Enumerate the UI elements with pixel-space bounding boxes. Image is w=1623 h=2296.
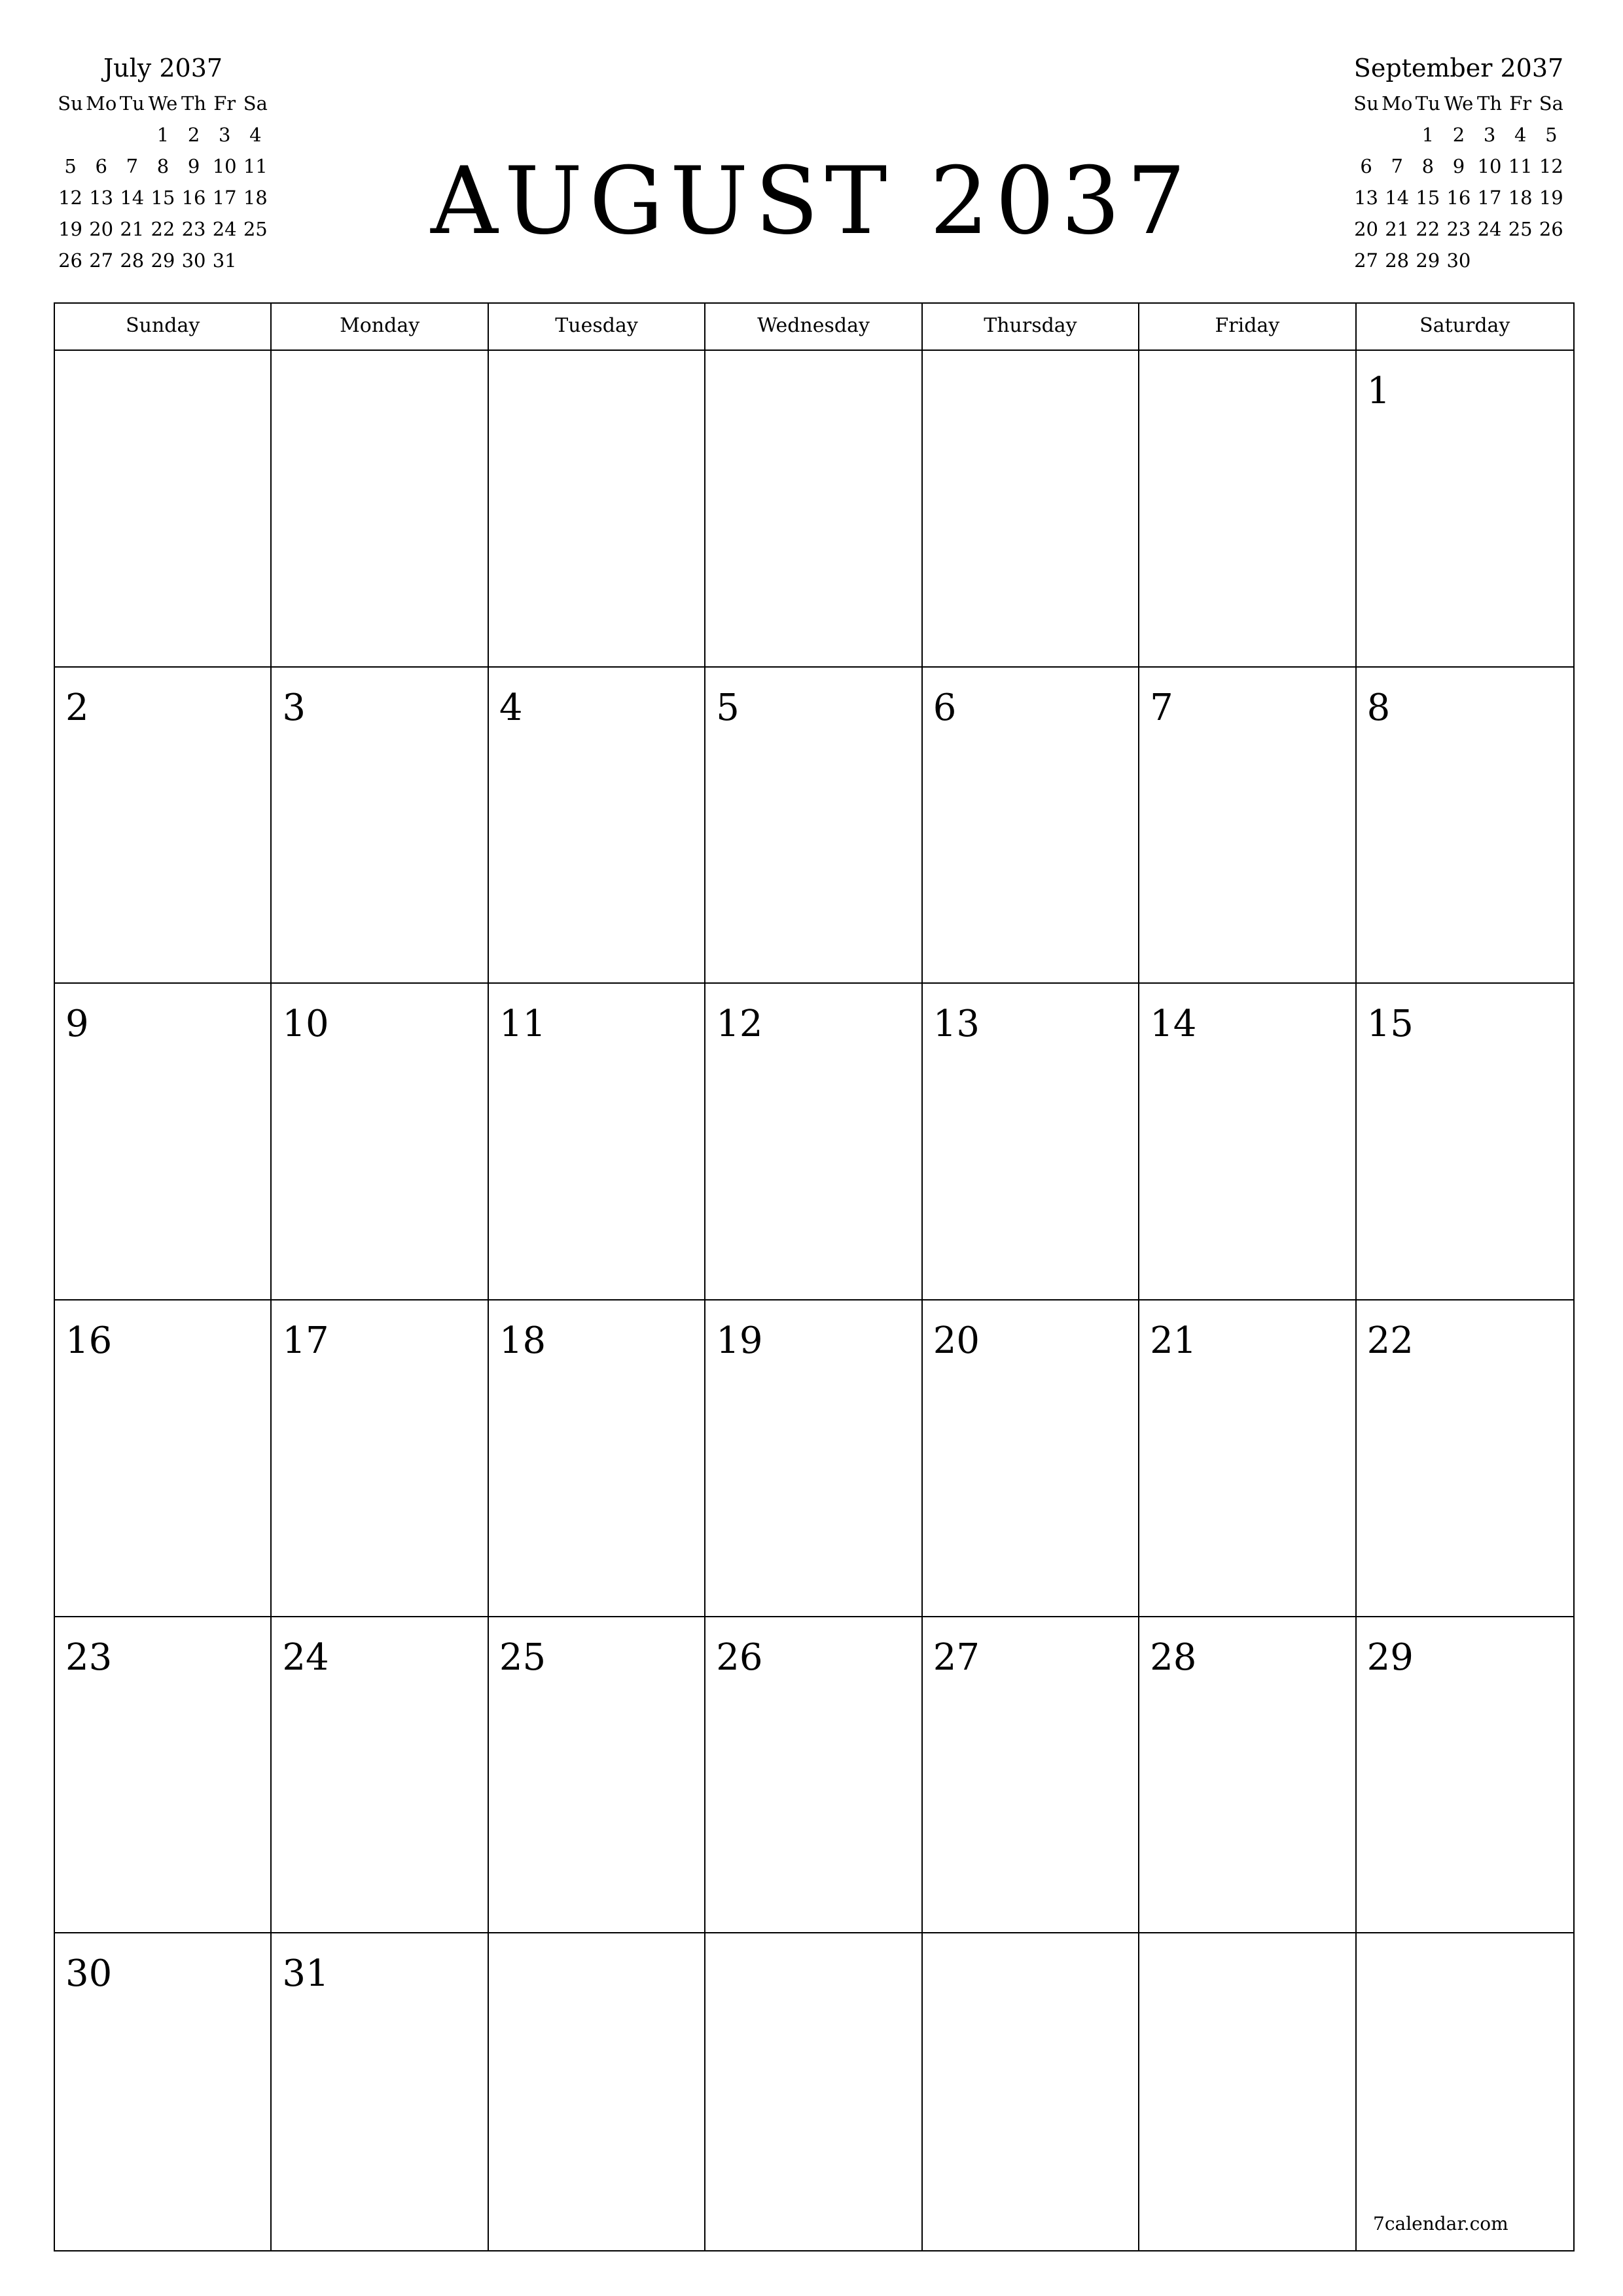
mini-day: 14 (1385, 187, 1410, 209)
mini-day: 29 (1416, 249, 1440, 272)
month-calendar (54, 302, 1575, 2251)
day-cell[interactable] (272, 668, 488, 984)
mini-day: 19 (1539, 187, 1563, 209)
day-cell[interactable] (55, 984, 272, 1300)
mini-day (86, 119, 116, 151)
mini-day: 27 (1354, 249, 1379, 272)
weekday-header-row (55, 304, 1573, 351)
day-cell[interactable] (1357, 1933, 1573, 2250)
mini-day: 1 (156, 124, 169, 146)
mini-day: 26 (1539, 218, 1563, 240)
mini-day (1382, 119, 1412, 151)
mini-day: 13 (1354, 187, 1379, 209)
mini-day: 7 (126, 155, 139, 177)
day-number: 5 (716, 686, 740, 729)
day-grid (55, 351, 1573, 2250)
weekday-header: Thursday (923, 304, 1139, 350)
mini-day: 3 (218, 124, 231, 146)
mini-calendar-next-grid (1351, 88, 1567, 276)
mini-day: 17 (212, 187, 237, 209)
mini-day: 17 (1477, 187, 1502, 209)
day-cell[interactable] (1139, 1933, 1356, 2250)
day-cell[interactable] (489, 1933, 705, 2250)
mini-day: 4 (1514, 124, 1527, 146)
day-cell[interactable] (923, 1617, 1139, 1934)
weekday-header: Sunday (55, 304, 272, 350)
day-number: 18 (499, 1319, 546, 1362)
day-number: 31 (282, 1952, 329, 1996)
day-number: 27 (933, 1636, 980, 1679)
mini-day: 25 (243, 218, 268, 240)
day-cell[interactable] (923, 1300, 1139, 1617)
day-cell[interactable] (705, 1617, 922, 1934)
day-number: 1 (1366, 370, 1391, 412)
mini-day: 11 (243, 155, 268, 177)
day-number: 24 (282, 1636, 329, 1679)
day-number: 16 (65, 1319, 113, 1362)
day-number: 30 (65, 1952, 113, 1996)
mini-day: 24 (1477, 218, 1502, 240)
day-number: 23 (65, 1636, 113, 1679)
mini-day: 18 (243, 187, 268, 209)
mini-day: 24 (212, 218, 237, 240)
weekday-header: Saturday (1419, 314, 1510, 337)
mini-day: 20 (1354, 218, 1379, 240)
day-cell[interactable] (1139, 668, 1356, 984)
mini-day: 9 (1452, 155, 1465, 177)
mini-day: 19 (58, 218, 83, 240)
mini-day: 2 (187, 124, 200, 146)
day-cell[interactable] (705, 1933, 922, 2250)
mini-weekday-label: Tu (119, 92, 145, 115)
mini-weekday-label: Su (58, 92, 83, 115)
mini-day: 14 (120, 187, 145, 209)
day-cell[interactable] (1139, 1617, 1356, 1934)
day-number: 6 (933, 686, 957, 729)
mini-day (116, 119, 147, 151)
mini-day: 28 (120, 249, 145, 272)
mini-day: 23 (181, 218, 206, 240)
day-cell[interactable] (272, 984, 488, 1300)
day-number: 22 (1366, 1319, 1414, 1362)
day-cell[interactable] (1139, 351, 1356, 668)
mini-day: 28 (1385, 249, 1410, 272)
day-cell[interactable] (272, 351, 488, 668)
mini-day: 6 (1360, 155, 1372, 177)
mini-day: 12 (58, 187, 83, 209)
day-cell[interactable] (1357, 351, 1573, 668)
day-cell[interactable] (705, 1300, 922, 1617)
day-cell[interactable] (1357, 668, 1573, 984)
mini-weekday-label: Mo (86, 92, 117, 115)
mini-day: 10 (212, 155, 237, 177)
mini-day: 4 (249, 124, 262, 146)
mini-day: 23 (1446, 218, 1471, 240)
mini-day: 2 (1452, 124, 1465, 146)
day-cell[interactable] (55, 668, 272, 984)
mini-day: 29 (151, 249, 175, 272)
day-cell[interactable] (272, 1300, 488, 1617)
mini-day: 21 (120, 218, 145, 240)
mini-calendar-prev (55, 48, 271, 308)
day-number: 15 (1366, 1003, 1414, 1046)
day-cell[interactable] (272, 1933, 488, 2250)
mini-day: 7 (1391, 155, 1403, 177)
weekday-header: Wednesday (705, 304, 922, 350)
mini-day: 26 (58, 249, 83, 272)
mini-day: 9 (187, 155, 200, 177)
day-cell[interactable] (489, 668, 705, 984)
mini-calendar-prev-title: July 2037 (103, 54, 223, 82)
weekday-header: Monday (272, 304, 488, 350)
day-cell[interactable] (489, 984, 705, 1300)
mini-day: 27 (89, 249, 114, 272)
mini-day: 5 (1545, 124, 1558, 146)
day-number: 10 (282, 1003, 329, 1046)
day-cell[interactable] (923, 668, 1139, 984)
day-cell[interactable] (55, 1933, 272, 2250)
mini-weekday-label: Fr (1509, 92, 1532, 115)
mini-day: 8 (156, 155, 169, 177)
day-cell[interactable] (923, 984, 1139, 1300)
mini-day: 5 (64, 155, 77, 177)
day-number: 2 (65, 686, 89, 729)
mini-day (1474, 245, 1505, 276)
day-number: 26 (716, 1636, 763, 1679)
mini-day: 30 (1446, 249, 1471, 272)
day-number: 13 (933, 1003, 980, 1046)
day-cell[interactable] (55, 1300, 272, 1617)
mini-day: 11 (1508, 155, 1533, 177)
day-cell[interactable] (1357, 984, 1573, 1300)
day-cell[interactable] (923, 1933, 1139, 2250)
day-number: 19 (716, 1319, 763, 1362)
mini-day: 31 (212, 249, 237, 272)
day-cell[interactable] (272, 1617, 488, 1934)
day-number: 8 (1366, 686, 1391, 729)
day-number: 4 (499, 686, 523, 729)
mini-weekday-label: We (148, 92, 178, 115)
page-title: AUGUST 2037 (431, 147, 1192, 255)
mini-weekday-label: Fr (213, 92, 236, 115)
mini-day: 15 (1416, 187, 1440, 209)
mini-weekday-label: Th (181, 92, 207, 115)
day-number: 7 (1150, 686, 1173, 729)
mini-weekday-label: Th (1477, 92, 1503, 115)
day-number: 21 (1150, 1319, 1197, 1362)
mini-day: 3 (1483, 124, 1496, 146)
mini-day: 20 (89, 218, 114, 240)
mini-day: 10 (1477, 155, 1502, 177)
mini-calendar-next-title: September 2037 (1353, 54, 1564, 82)
mini-day (240, 245, 271, 276)
day-number: 17 (282, 1319, 329, 1362)
mini-day: 16 (1446, 187, 1471, 209)
mini-day: 1 (1421, 124, 1435, 146)
mini-day: 12 (1539, 155, 1563, 177)
mini-day: 6 (95, 155, 107, 177)
mini-weekday-label: We (1444, 92, 1474, 115)
day-cell[interactable] (1139, 984, 1356, 1300)
day-number: 9 (65, 1003, 89, 1046)
mini-day (55, 119, 86, 151)
mini-calendar-prev-grid (55, 88, 271, 308)
day-number: 28 (1150, 1636, 1197, 1679)
day-cell[interactable] (705, 351, 922, 668)
mini-weekday-label: Mo (1382, 92, 1413, 115)
mini-day: 22 (1416, 218, 1440, 240)
day-cell[interactable] (705, 984, 922, 1300)
day-cell[interactable] (55, 351, 272, 668)
mini-day: 8 (1421, 155, 1435, 177)
mini-weekday-label: Su (1353, 92, 1379, 115)
mini-day: 22 (151, 218, 175, 240)
day-number: 20 (933, 1319, 980, 1362)
mini-day: 15 (151, 187, 175, 209)
day-number: 14 (1150, 1003, 1197, 1046)
mini-calendar-next (1351, 48, 1567, 276)
mini-day (1351, 119, 1382, 151)
weekday-header: Tuesday (489, 304, 705, 350)
mini-day: 13 (89, 187, 114, 209)
day-cell[interactable] (55, 1617, 272, 1934)
mini-weekday-label: Sa (243, 92, 268, 115)
mini-day (1505, 245, 1536, 276)
day-cell[interactable] (489, 351, 705, 668)
mini-weekday-label: Tu (1415, 92, 1440, 115)
day-cell[interactable] (705, 668, 922, 984)
mini-day (1536, 245, 1567, 276)
day-number: 11 (499, 1003, 546, 1046)
day-cell[interactable] (1357, 1617, 1573, 1934)
site-credit: 7calendar.com (1373, 2213, 1508, 2234)
day-number: 3 (282, 686, 306, 729)
day-cell[interactable] (1357, 1300, 1573, 1617)
mini-day: 21 (1385, 218, 1410, 240)
mini-day: 25 (1508, 218, 1533, 240)
mini-day: 30 (181, 249, 206, 272)
day-cell[interactable] (1139, 1300, 1356, 1617)
weekday-header: Friday (1139, 304, 1356, 350)
day-cell[interactable] (489, 1300, 705, 1617)
day-cell[interactable] (923, 351, 1139, 668)
day-number: 12 (716, 1003, 763, 1046)
day-number: 29 (1366, 1636, 1414, 1679)
mini-day: 16 (181, 187, 206, 209)
day-number: 25 (499, 1636, 546, 1679)
mini-weekday-label: Sa (1539, 92, 1563, 115)
day-cell[interactable] (489, 1617, 705, 1934)
mini-day: 18 (1508, 187, 1533, 209)
